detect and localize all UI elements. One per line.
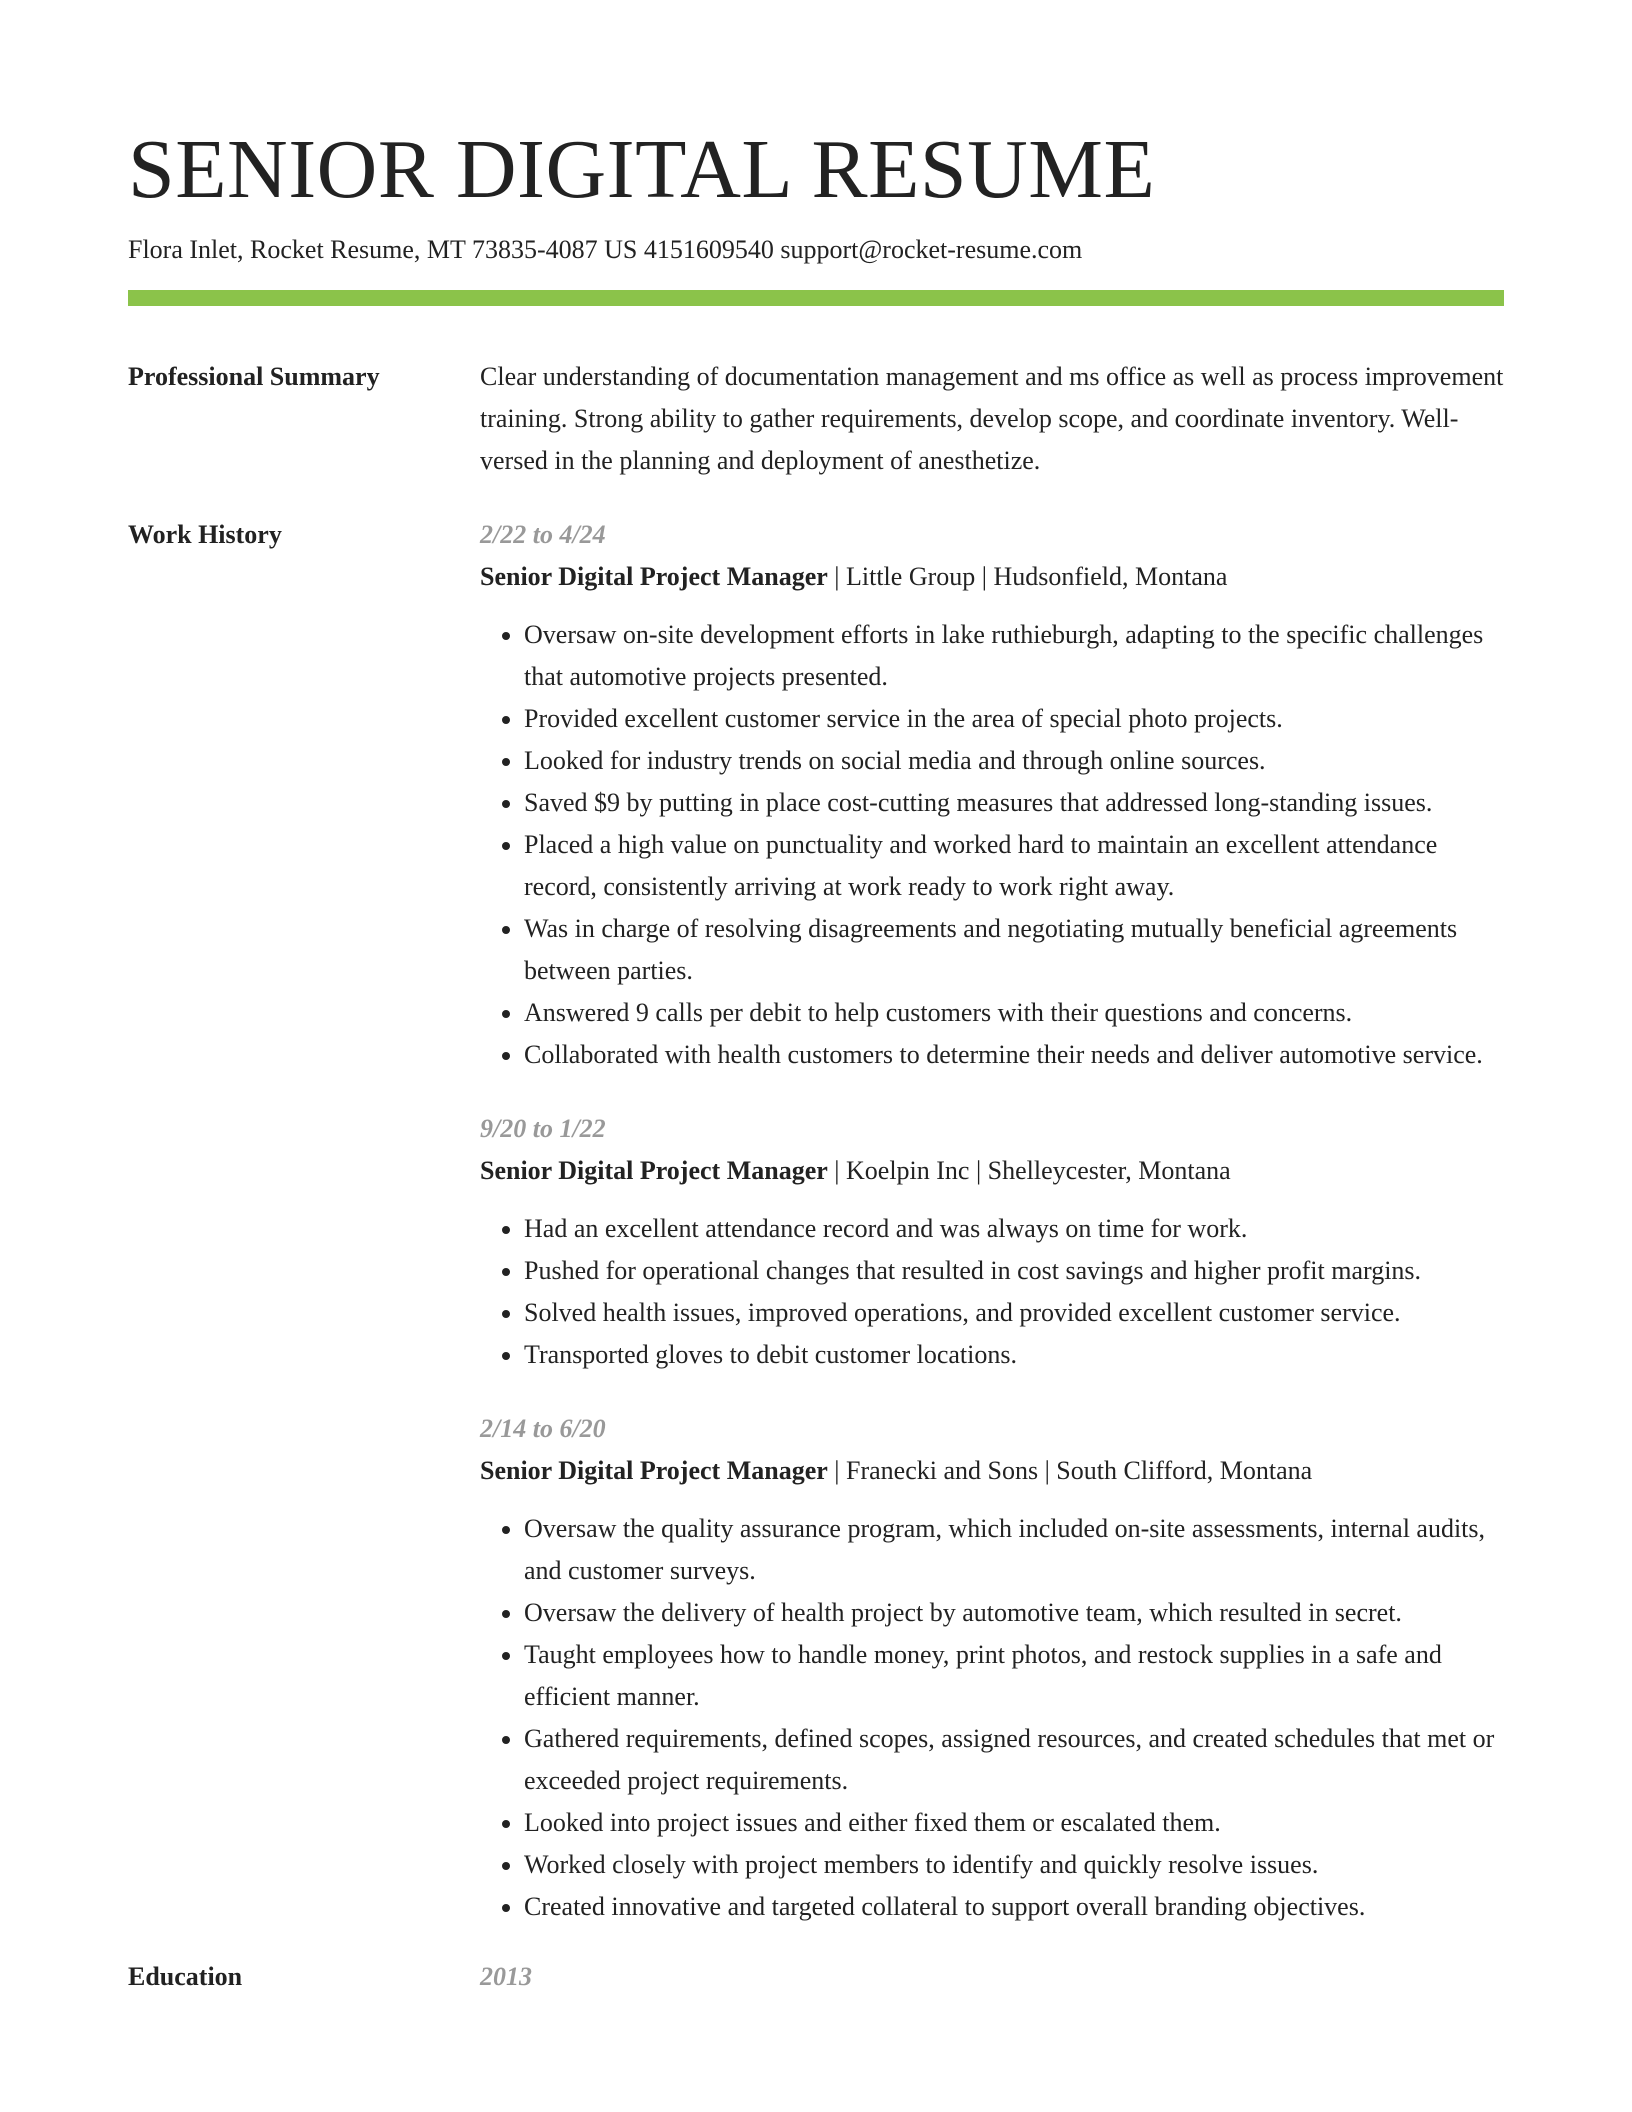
job-dates: 2/22 to 4/24 xyxy=(480,520,606,549)
job-title-line xyxy=(480,1450,1504,1492)
job-bullet: • Gathered requirements, defined scopes, assigned resources, and created schedules that met or exceeded project requirements. xyxy=(524,1718,1504,1802)
job-bullet: • Taught employees how to handle money, print photos, and restock supplies in a safe and efficient manner. xyxy=(524,1634,1504,1718)
job-bullet: • Created innovative and targeted collateral to support overall branding objectives. xyxy=(524,1886,1504,1928)
summary-section xyxy=(128,356,1504,482)
job-employer-location: | Little Group | Hudsonfield, Montana xyxy=(827,562,1228,591)
resume-page xyxy=(128,118,1504,1998)
job-bullet: • Looked into project issues and either fixed them or escalated them. xyxy=(524,1802,1504,1844)
job-bullet: • Worked closely with project members to identify and quickly resolve issues. xyxy=(524,1844,1504,1886)
education-dates: 2013 xyxy=(480,1962,532,1991)
job-bullet: • Had an excellent attendance record and was always on time for work. xyxy=(524,1208,1504,1250)
job-bullet: • Solved health issues, improved operations, and provided excellent customer service. xyxy=(524,1292,1504,1334)
job-bullet: • Collaborated with health customers to determine their needs and deliver automotive service. xyxy=(524,1034,1504,1076)
job-bullet: • Oversaw the delivery of health project by automotive team, which resulted in secret. xyxy=(524,1592,1504,1634)
summary-text: Clear understanding of documentation management and ms office as well as process improvement training. Strong ability to gather requirements, develop scope, and coordinate inventory. Well-versed in the planning and deployment of anesthetize. xyxy=(480,362,1504,475)
job-bullet: • Saved $9 by putting in place cost-cutting measures that addressed long-standing issues. xyxy=(524,782,1504,824)
job-bullet: • Placed a high value on punctuality and worked hard to maintain an excellent attendance record, consistently arriving at work ready to work right away. xyxy=(524,824,1504,908)
job-title-line xyxy=(480,1150,1504,1192)
job-entry xyxy=(480,1108,1504,1376)
job-employer-location: | Franecki and Sons | South Clifford, Montana xyxy=(827,1456,1313,1485)
work-history-label: Work History xyxy=(128,520,282,549)
job-bullet: • Oversaw on-site development efforts in lake ruthieburgh, adapting to the specific challenges that automotive projects presented. xyxy=(524,614,1504,698)
job-bullet: • Was in charge of resolving disagreements and negotiating mutually beneficial agreements between parties. xyxy=(524,908,1504,992)
work-history-section xyxy=(128,514,1504,1928)
job-dates: 2/14 to 6/20 xyxy=(480,1414,606,1443)
job-bullets xyxy=(480,1508,1504,1928)
job-bullets xyxy=(480,614,1504,1076)
work-history-body xyxy=(480,514,1504,1928)
job-bullet: • Oversaw the quality assurance program, which included on-site assessments, internal audits, and customer surveys. xyxy=(524,1508,1504,1592)
job-bullet: • Answered 9 calls per debit to help customers with their questions and concerns. xyxy=(524,992,1504,1034)
job-title: Senior Digital Project Manager xyxy=(480,1156,828,1185)
summary-label: Professional Summary xyxy=(128,362,380,391)
contact-info: Flora Inlet, Rocket Resume, MT 73835-4087 US 4151609540 support@rocket-resume.com xyxy=(128,235,1083,264)
job-bullet: • Looked for industry trends on social media and through online sources. xyxy=(524,740,1504,782)
job-title: Senior Digital Project Manager xyxy=(480,562,828,591)
job-entry xyxy=(480,1408,1504,1928)
job-bullet: • Provided excellent customer service in the area of special photo projects. xyxy=(524,698,1504,740)
header-divider xyxy=(128,290,1504,306)
job-employer-location: | Koelpin Inc | Shelleycester, Montana xyxy=(827,1156,1231,1185)
education-label: Education xyxy=(128,1962,243,1991)
resume-title: SENIOR DIGITAL RESUME xyxy=(128,123,1156,216)
job-title-line xyxy=(480,556,1504,598)
job-title: Senior Digital Project Manager xyxy=(480,1456,828,1485)
job-bullets xyxy=(480,1208,1504,1376)
education-body xyxy=(480,1956,1504,1998)
job-bullet: • Transported gloves to debit customer locations. xyxy=(524,1334,1504,1376)
job-dates: 9/20 to 1/22 xyxy=(480,1114,606,1143)
education-section xyxy=(128,1956,1504,1998)
job-bullet: • Pushed for operational changes that resulted in cost savings and higher profit margins. xyxy=(524,1250,1504,1292)
job-entry xyxy=(480,514,1504,1076)
